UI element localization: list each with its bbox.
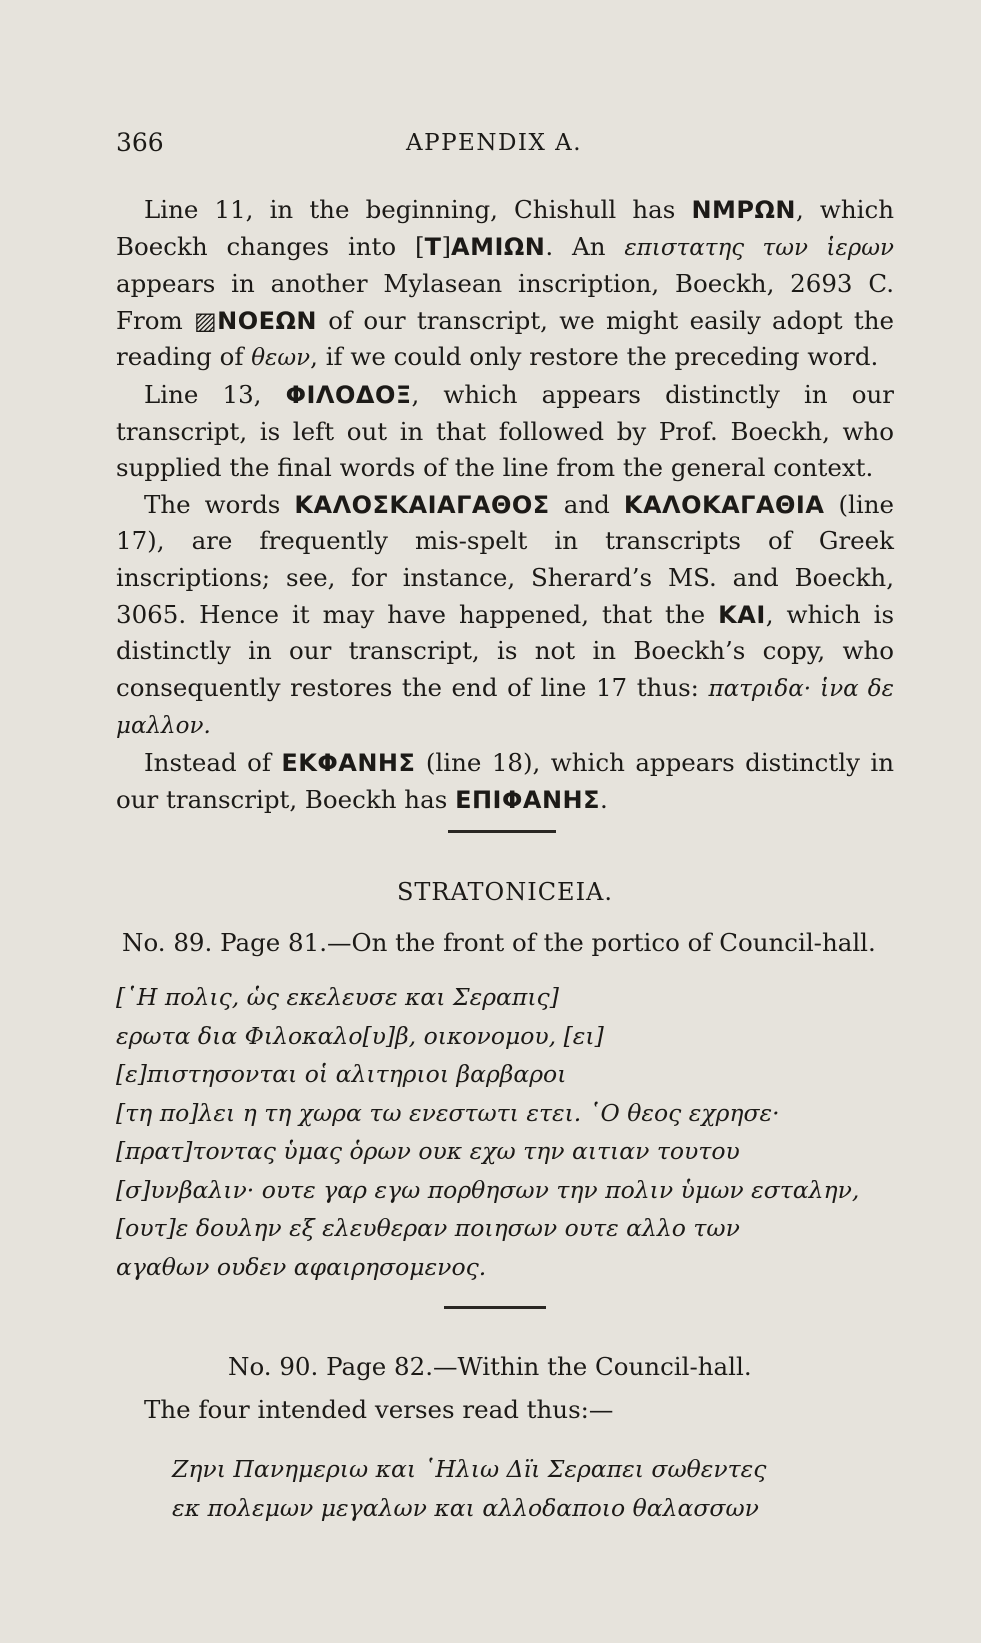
text-run: (line 18), which appears distinctly in our transcript, Boeckh has <box>116 747 894 814</box>
text-run: , if we could only restore the preceding word. <box>310 342 879 372</box>
inscription-line: [τη πο]λει η τη χωρα τω ενεστωτι ετει. ῾Ο θεος εχρησε· <box>116 1098 780 1127</box>
commentary-text <box>116 192 894 818</box>
text-run: Instead of <box>144 747 282 777</box>
inscription-line: [ε]πιστησονται οἱ αλιτηριοι βαρβαροι <box>116 1060 567 1088</box>
inscription-line: ερωτα δια Φιλοκαλο[υ]β, οικονομου, [ει] <box>116 1021 604 1050</box>
text-run: , which Boeckh changes into [ <box>116 195 894 261</box>
text-run: , which appears distinctly in our transcript, is left out in that followed by Prof. Boeckh, who supplied the final words of the line from the general context. <box>116 379 894 483</box>
running-title: APPENDIX A. <box>406 130 583 156</box>
section-divider <box>444 1306 546 1309</box>
page-number: 366 <box>116 128 164 157</box>
text-run: The words <box>144 489 295 519</box>
text-run: . <box>600 784 608 814</box>
inscription-line: [πρατ]τοντας ὑμας ὁρων ουκ εχω την αιτιαν τουτου <box>116 1137 740 1165</box>
text-run: of our transcript, we might easily adopt the reading of <box>116 305 894 372</box>
inscription-line: [σ]υνβαλιν· ουτε γαρ εγω πορθησων την πολιν ὑμων εσταλην, <box>116 1175 860 1204</box>
inscription-89 <box>116 978 906 1286</box>
text-run: and <box>549 489 624 519</box>
text-run: . An <box>545 231 625 261</box>
greek-capitals: ΚΑΛΟΚΑΓΑΘΙΑ <box>623 490 825 519</box>
section-divider <box>448 830 556 833</box>
paragraph-line-17 <box>116 487 894 745</box>
section-title: STRATONICEIA. <box>396 878 614 906</box>
greek-capitals: ΚΑΙ <box>718 600 766 629</box>
greek-capitals: ΚΑΛΟΣΚΑΙΑΓΑΘΟΣ <box>294 490 550 519</box>
greek-capitals: ΕΠΙΦΑΝΗΣ <box>455 785 601 814</box>
text-run: , which is distinctly in our transcript, is not in Boeckh’s copy, who consequently restores the end of line 17 thus: <box>116 599 895 702</box>
text-run: ] <box>441 231 451 261</box>
paragraph-line-18 <box>116 745 894 818</box>
page-header <box>116 128 896 164</box>
greek-capitals: T <box>424 232 442 261</box>
inscription-line: [ουτ]ε δουλην εξ ελευθεραν ποιησων ουτε αλλο των <box>116 1214 740 1242</box>
greek-capitals: ▨NOEΩN <box>193 306 318 335</box>
greek-capitals: ΦΙΛΟΔΟΞ <box>285 380 412 409</box>
text-run: Line 13, <box>144 379 286 409</box>
inscription-line: αγαθων ουδεν αφαιρησομενος. <box>116 1252 487 1281</box>
paragraph-line-13 <box>116 377 894 487</box>
greek-italic: πατριδα· ἱνα δε μαλλον. <box>116 675 894 740</box>
text-run: (line 17), are frequently mis-spelt in transcripts of Greek inscriptions; see, for instance, Sherard’s MS. and Boeckh, 3065. Hence it may have happened, that the <box>116 489 894 629</box>
verse-line: Ζηνι Πανημεριω και ῾Ηλιω Δïι Σεραπει σωθεντες <box>172 1455 767 1483</box>
greek-capitals: AMIΩN <box>451 232 546 261</box>
inscription-line: [῾Η πολις, ὡς εκελευσε και Σεραπις] <box>116 983 559 1011</box>
text-run: appears in another Mylasean inscription, Boeckh, 2693 C. From <box>116 269 894 335</box>
entry-89-heading: No. 89. Page 81.—On the front of the portico of Council-hall. <box>122 928 876 957</box>
greek-italic: επιστατης των ἱερων <box>624 234 894 261</box>
greek-capitals: ΕΚΦΑΝΗΣ <box>281 748 416 777</box>
text-run: Line 11, in the beginning, Chishull has <box>144 195 692 224</box>
paragraph-line-11 <box>116 192 894 377</box>
verse-line: εκ πολεμων μεγαλων και αλλοδαποιο θαλασσων <box>172 1494 759 1522</box>
greek-italic: θεων <box>251 345 311 372</box>
verses-intro: The four intended verses read thus:— <box>144 1395 614 1424</box>
greek-capitals: NMPΩN <box>691 196 796 224</box>
verses-90 <box>172 1450 912 1528</box>
entry-90-heading: No. 90. Page 82.—Within the Council-hall. <box>228 1352 752 1381</box>
